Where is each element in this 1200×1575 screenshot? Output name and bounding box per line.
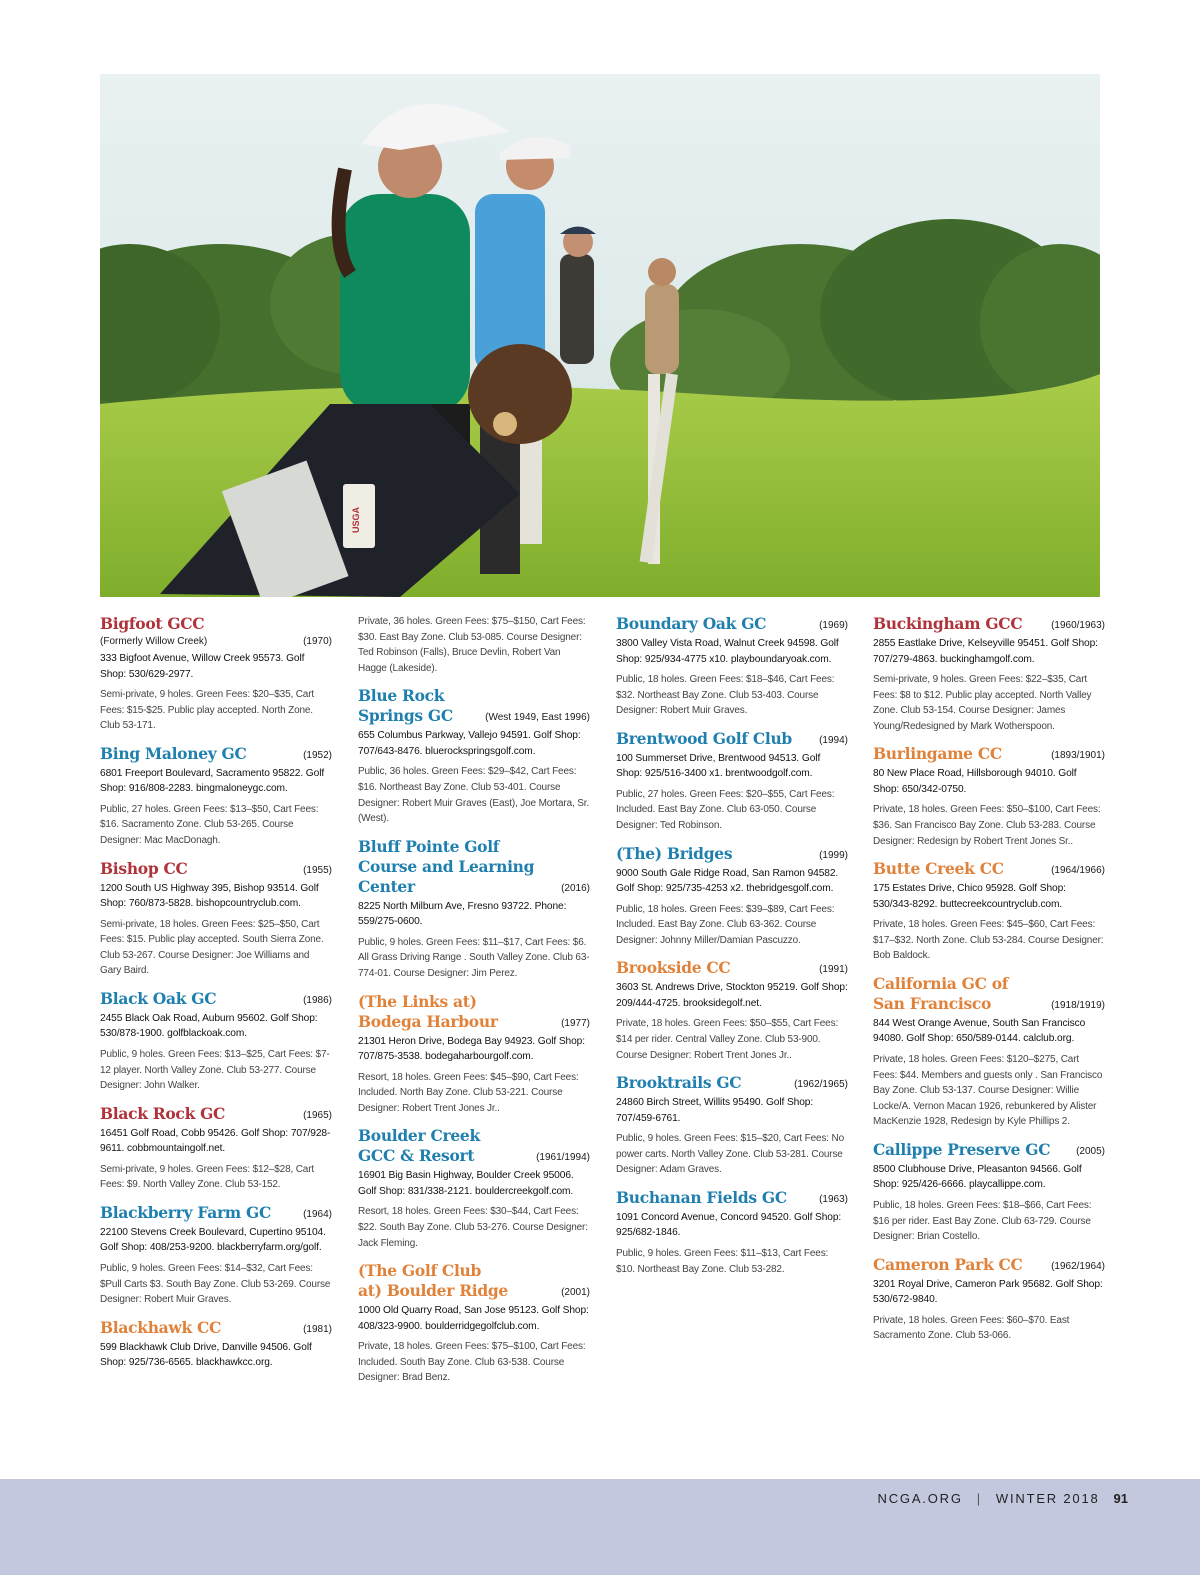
course-name: Boulder Creek GCC & Resort bbox=[358, 1126, 480, 1166]
course-year: (1962/1965) bbox=[794, 1079, 848, 1091]
course-name: Boundary Oak GC bbox=[616, 614, 767, 633]
course-address: 24860 Birch Street, Willits 95490. Golf Shop: 707/459-6761. bbox=[616, 1097, 814, 1124]
course-address: 6801 Freeport Boulevard, Sacramento 95822. Golf Shop: 916/808-2283. bingmaloneygc.com. bbox=[100, 767, 325, 795]
course-name: Bishop CC bbox=[100, 858, 188, 878]
course-description: Private, 18 holes. Green Fees: $75–$100, Cart Fees: Included. South Bay Zone. Club 63-538. Course Designer: Brad Benz. bbox=[358, 1341, 586, 1384]
course-entry bbox=[616, 958, 848, 1063]
course-address: 3800 Valley Vista Road, Walnut Creek 94598. Golf Shop: 925/934-4775 x10. playboundaryoak.com. bbox=[616, 638, 839, 665]
course-address: 22100 Stevens Creek Boulevard, Cupertino 95104. Golf Shop: 408/253-9200. blackberryfarm.org/golf. bbox=[100, 1226, 326, 1254]
course-address: 333 Bigfoot Avenue, Willow Creek 95573. Golf Shop: 530/629-2977. bbox=[100, 653, 305, 680]
course-description: Semi-private, 9 holes. Green Fees: $22–$35, Cart Fees: $8 to $12. Public play accepted. North Valley Zone. Club 53-154. Course Designer: James Young/Redesigned by Mark Wotherspoon. bbox=[873, 674, 1092, 732]
course-description: Public, 9 holes. Green Fees: $14–$32, Cart Fees: $Pull Carts $3. South Bay Zone. Club 53-269. Course Designer: Robert Muir Graves. bbox=[100, 1262, 331, 1306]
course-description: Public, 18 holes. Green Fees: $18–$46, Cart Fees: $32. Northeast Bay Zone. Club 53-403. Course Designer: Robert Muir Graves. bbox=[616, 674, 835, 717]
course-name: Butte Creek CC bbox=[873, 859, 1004, 879]
course-year: (1952) bbox=[303, 749, 332, 761]
course-address: 9000 South Gale Ridge Road, San Ramon 94582. Golf Shop: 925/735-4253 x2. thebridgesgolf.com. bbox=[616, 867, 839, 895]
course-entry bbox=[100, 744, 332, 849]
course-description: Semi-private, 18 holes. Green Fees: $25–$50, Cart Fees: $15. Public play accepted. South Sierra Zone. Club 53-267. Course Designer: Joe Williams and Gary Baird. bbox=[100, 918, 324, 977]
course-description: Private, 18 holes. Green Fees: $50–$100, Cart Fees: $36. San Francisco Bay Zone. Club 53-283. Course Designer: Redesign by Robert Trent Jones Sr.. bbox=[873, 804, 1101, 847]
footer-site-link[interactable]: NCGA.ORG bbox=[877, 1491, 963, 1506]
course-address: 8500 Clubhouse Drive, Pleasanton 94566. Golf Shop: 925/426-6666. playcallippe.com. bbox=[873, 1163, 1082, 1191]
course-entry bbox=[100, 614, 332, 734]
course-year: (1965) bbox=[303, 1109, 332, 1121]
course-name: (The Links at) Bodega Harbour bbox=[358, 991, 498, 1031]
course-entry bbox=[358, 837, 590, 982]
course-year: (1970) bbox=[303, 636, 332, 647]
course-year: (1991) bbox=[819, 964, 848, 976]
course-address: 844 West Orange Avenue, South San Francisco 94080. Golf Shop: 650/589-0144. calclub.org. bbox=[873, 1017, 1086, 1045]
course-description: Public, 18 holes. Green Fees: $18–$66, Cart Fees: $16 per rider. East Bay Zone. Club 63-729. Course Designer: Brian Costello. bbox=[873, 1199, 1092, 1243]
course-address: 3201 Royal Drive, Cameron Park 95682. Golf Shop: 530/672-9840. bbox=[873, 1278, 1103, 1306]
course-formerly: (Formerly Willow Creek) bbox=[100, 636, 208, 647]
course-year: (2001) bbox=[561, 1287, 590, 1299]
course-entry bbox=[100, 1318, 332, 1371]
footer-issue: WINTER 2018 bbox=[995, 1491, 1100, 1506]
footer-text bbox=[878, 1491, 1128, 1506]
hero-photo bbox=[100, 74, 1100, 597]
course-address: 175 Estates Drive, Chico 95928. Golf Shop: 530/343-8292. buttecreekcountryclub.com. bbox=[873, 883, 1066, 910]
course-year: (1960/1963) bbox=[1051, 620, 1105, 631]
course-year: (1981) bbox=[303, 1323, 332, 1335]
course-year: (1969) bbox=[819, 620, 848, 631]
course-entry bbox=[873, 744, 1105, 849]
course-year: (2016) bbox=[561, 882, 590, 894]
course-name: Brentwood Golf Club bbox=[616, 728, 792, 748]
course-entry bbox=[100, 1203, 332, 1308]
course-entry bbox=[616, 844, 848, 949]
course-description: Semi-private, 9 holes. Green Fees: $12–$28, Cart Fees: $9. North Valley Zone. Club 53-152. bbox=[100, 1163, 315, 1191]
course-name: Buchanan Fields GC bbox=[616, 1187, 787, 1207]
course-description: Public, 18 holes. Green Fees: $39–$89, Cart Fees: Included. East Bay Zone. Club 63-362. Course Designer: Johnny Miller/Damian Pascuzzo. bbox=[616, 903, 835, 946]
course-entry-continued bbox=[358, 614, 590, 676]
course-name: (The Golf Club at) Boulder Ridge bbox=[358, 1261, 508, 1301]
course-name: Callippe Preserve GC bbox=[873, 1139, 1051, 1159]
course-year: (1999) bbox=[819, 849, 848, 861]
listing-column-3 bbox=[616, 614, 848, 1287]
course-description: Public, 9 holes. Green Fees: $11–$13, Cart Fees: $10. Northeast Bay Zone. Club 53-282. bbox=[616, 1247, 829, 1275]
course-year: (1986) bbox=[303, 994, 332, 1006]
course-entry bbox=[616, 1188, 848, 1277]
course-address: 2855 Eastlake Drive, Kelseyville 95451. Golf Shop: 707/279-4863. buckinghamgolf.com. bbox=[873, 638, 1098, 665]
course-description: Public, 36 holes. Green Fees: $29–$42, Cart Fees: $16. Northeast Bay Zone. Club 53-401. Course Designer: Robert Muir Graves (East), Joe Mortara, Sr. (West). bbox=[358, 766, 590, 825]
course-description: Private, 18 holes. Green Fees: $60–$70. East Sacramento Zone. Club 53-066. bbox=[873, 1314, 1070, 1342]
course-address: 655 Columbus Parkway, Vallejo 94591. Golf Shop: 707/643-8476. bluerockspringsgolf.com. bbox=[358, 730, 581, 757]
course-address: 1000 Old Quarry Road, San Jose 95123. Golf Shop: 408/323-9900. boulderridgegolfclub.com. bbox=[358, 1305, 589, 1332]
course-description: Public, 9 holes. Green Fees: $13–$25, Cart Fees: $7-12 player. North Valley Zone. Club 53-277. Course Designer: John Walker. bbox=[100, 1048, 330, 1092]
course-year: (1955) bbox=[303, 864, 332, 876]
course-name: Blackhawk CC bbox=[100, 1317, 222, 1337]
course-year: (1962/1964) bbox=[1051, 1260, 1105, 1272]
course-name: Black Rock GC bbox=[100, 1103, 226, 1123]
course-address: 3603 St. Andrews Drive, Stockton 95219. Golf Shop: 209/444-4725. brooksidegolf.net. bbox=[616, 982, 848, 1009]
course-description: Private, 36 holes. Green Fees: $75–$150, Cart Fees: $30. East Bay Zone. Club 53-085. Course Designer: Ted Robinson (Falls), Bruce Devlin, Robert Van Hagge (Lakeside). bbox=[358, 616, 586, 674]
course-description: Resort, 18 holes. Green Fees: $45–$90, Cart Fees: Included. North Bay Zone. Club 53-221. Course Designer: Robert Trent Jones Jr.. bbox=[358, 1071, 579, 1114]
listing-column-2 bbox=[358, 614, 590, 1396]
course-description: Semi-private, 9 holes. Green Fees: $20–$35, Cart Fees: $15-$25. Public play accepted. North Zone. Club 53-171. bbox=[100, 689, 315, 732]
course-entry bbox=[873, 974, 1105, 1130]
page-footer bbox=[0, 1479, 1200, 1575]
course-entry bbox=[873, 1140, 1105, 1245]
course-entry bbox=[873, 1255, 1105, 1344]
course-entry bbox=[358, 992, 590, 1117]
course-address: 21301 Heron Drive, Bodega Bay 94923. Golf Shop: 707/875-3538. bodegaharbourgolf.com. bbox=[358, 1035, 585, 1063]
course-address: 16451 Golf Road, Cobb 95426. Golf Shop: 707/928-9611. cobbmountaingolf.net. bbox=[100, 1127, 331, 1155]
course-entry bbox=[358, 1126, 590, 1251]
course-description: Public, 9 holes. Green Fees: $11–$17, Cart Fees: $6. All Grass Driving Range . South Valley Zone. Club 63-774-01. Course Designer: Jim Perez. bbox=[358, 936, 590, 979]
course-entry bbox=[358, 686, 590, 826]
course-year: (1961/1994) bbox=[536, 1152, 590, 1164]
course-address: 80 New Place Road, Hillsborough 94010. Golf Shop: 650/342-0750. bbox=[873, 768, 1077, 795]
course-name: Cameron Park CC bbox=[873, 1254, 1023, 1274]
course-address: 1200 South US Highway 395, Bishop 93514. Golf Shop: 760/873-5828. bishopcountryclub.com. bbox=[100, 882, 319, 910]
course-name: Blackberry Farm GC bbox=[100, 1202, 271, 1222]
course-entry bbox=[358, 1261, 590, 1386]
course-entry bbox=[100, 1104, 332, 1193]
course-description: Public, 27 holes. Green Fees: $13–$50, Cart Fees: $16. Sacramento Zone. Club 53-265. Course Designer: Mac MacDonagh. bbox=[100, 803, 319, 846]
course-name: (The) Bridges bbox=[616, 843, 733, 863]
course-address: 1091 Concord Avenue, Concord 94520. Golf Shop: 925/682-1846. bbox=[616, 1211, 842, 1239]
course-description: Resort, 18 holes. Green Fees: $30–$44, Cart Fees: $22. South Bay Zone. Club 53-276. Course Designer: Jack Fleming. bbox=[358, 1206, 588, 1249]
course-address: 8225 North Milburn Ave, Fresno 93722. Phone: 559/275-0600. bbox=[358, 900, 567, 928]
course-year: (1994) bbox=[819, 734, 848, 746]
listing-column-4 bbox=[873, 614, 1105, 1354]
course-year: (1963) bbox=[819, 1193, 848, 1205]
course-name: Burlingame CC bbox=[873, 744, 1002, 764]
course-entry bbox=[873, 614, 1105, 734]
course-description: Private, 18 holes. Green Fees: $45–$60, Cart Fees: $17–$32. North Zone. Club 53-284. Course Designer: Bob Baldock. bbox=[873, 919, 1104, 962]
course-name: Buckingham GCC bbox=[873, 614, 1023, 633]
course-year: (West 1949, East 1996) bbox=[485, 712, 590, 724]
course-description: Public, 9 holes. Green Fees: $15–$20, Cart Fees: No power carts. North Valley Zone. Club 53-281. Course Designer: Adam Graves. bbox=[616, 1133, 845, 1176]
listing-column-1 bbox=[100, 614, 332, 1381]
course-address: 2455 Black Oak Road, Auburn 95602. Golf Shop: 530/878-1900. golfblackoak.com. bbox=[100, 1012, 318, 1040]
course-address: 16901 Big Basin Highway, Boulder Creek 95006. Golf Shop: 831/338-2121. bouldercreekgolf.com. bbox=[358, 1170, 574, 1197]
course-name: Blue Rock Springs GC bbox=[358, 686, 453, 726]
course-entry bbox=[100, 859, 332, 979]
course-entry bbox=[100, 989, 332, 1094]
course-year: (1977) bbox=[561, 1017, 590, 1029]
course-name: Bigfoot GCC bbox=[100, 614, 205, 633]
course-name: Bing Maloney GC bbox=[100, 743, 247, 763]
course-description: Private, 18 holes. Green Fees: $50–$55, Cart Fees: $14 per rider. Central Valley Zone. Club 53-900. Course Designer: Robert Trent Jones Jr.. bbox=[616, 1018, 839, 1061]
course-entry bbox=[616, 614, 848, 719]
course-year: (1918/1919) bbox=[1051, 999, 1105, 1011]
course-year: (1964) bbox=[303, 1208, 332, 1220]
course-name: Black Oak GC bbox=[100, 988, 217, 1008]
course-description: Private, 18 holes. Green Fees: $120–$275, Cart Fees: $44. Members and guests only . San Francisco Bay Zone. Club 53-137. Course Designer: Willie Locke/A. Vernon Macan 1926, rebunkered by Alister MacKenzie 1928, Redesign by Kyle Phillips 2. bbox=[873, 1053, 1103, 1128]
course-name: Bluff Pointe Golf Course and Learning Center bbox=[358, 836, 535, 896]
bag-tag-text: USGA bbox=[351, 506, 361, 534]
course-year: (2005) bbox=[1076, 1145, 1105, 1157]
golfers-walking-illustration bbox=[100, 74, 1100, 597]
course-year: (1964/1966) bbox=[1051, 865, 1105, 877]
course-description: Public, 27 holes. Green Fees: $20–$55, Cart Fees: Included. East Bay Zone. Club 63-050. Course Designer: Ted Robinson. bbox=[616, 788, 835, 831]
course-name: Brooktrails GC bbox=[616, 1073, 742, 1093]
course-entry bbox=[616, 729, 848, 834]
footer-separator: | bbox=[976, 1491, 982, 1506]
course-address: 599 Blackhawk Club Drive, Danville 94506. Golf Shop: 925/736-6565. blackhawkcc.org. bbox=[100, 1341, 312, 1369]
course-name: California GC of San Francisco bbox=[873, 973, 1009, 1013]
course-year: (1893/1901) bbox=[1051, 750, 1105, 762]
course-entry bbox=[616, 1073, 848, 1178]
page-number: 91 bbox=[1113, 1491, 1128, 1506]
course-name: Brookside CC bbox=[616, 958, 731, 978]
course-entry bbox=[873, 859, 1105, 964]
course-address: 100 Summerset Drive, Brentwood 94513. Golf Shop: 925/516-3400 x1. brentwoodgolf.com. bbox=[616, 752, 821, 780]
